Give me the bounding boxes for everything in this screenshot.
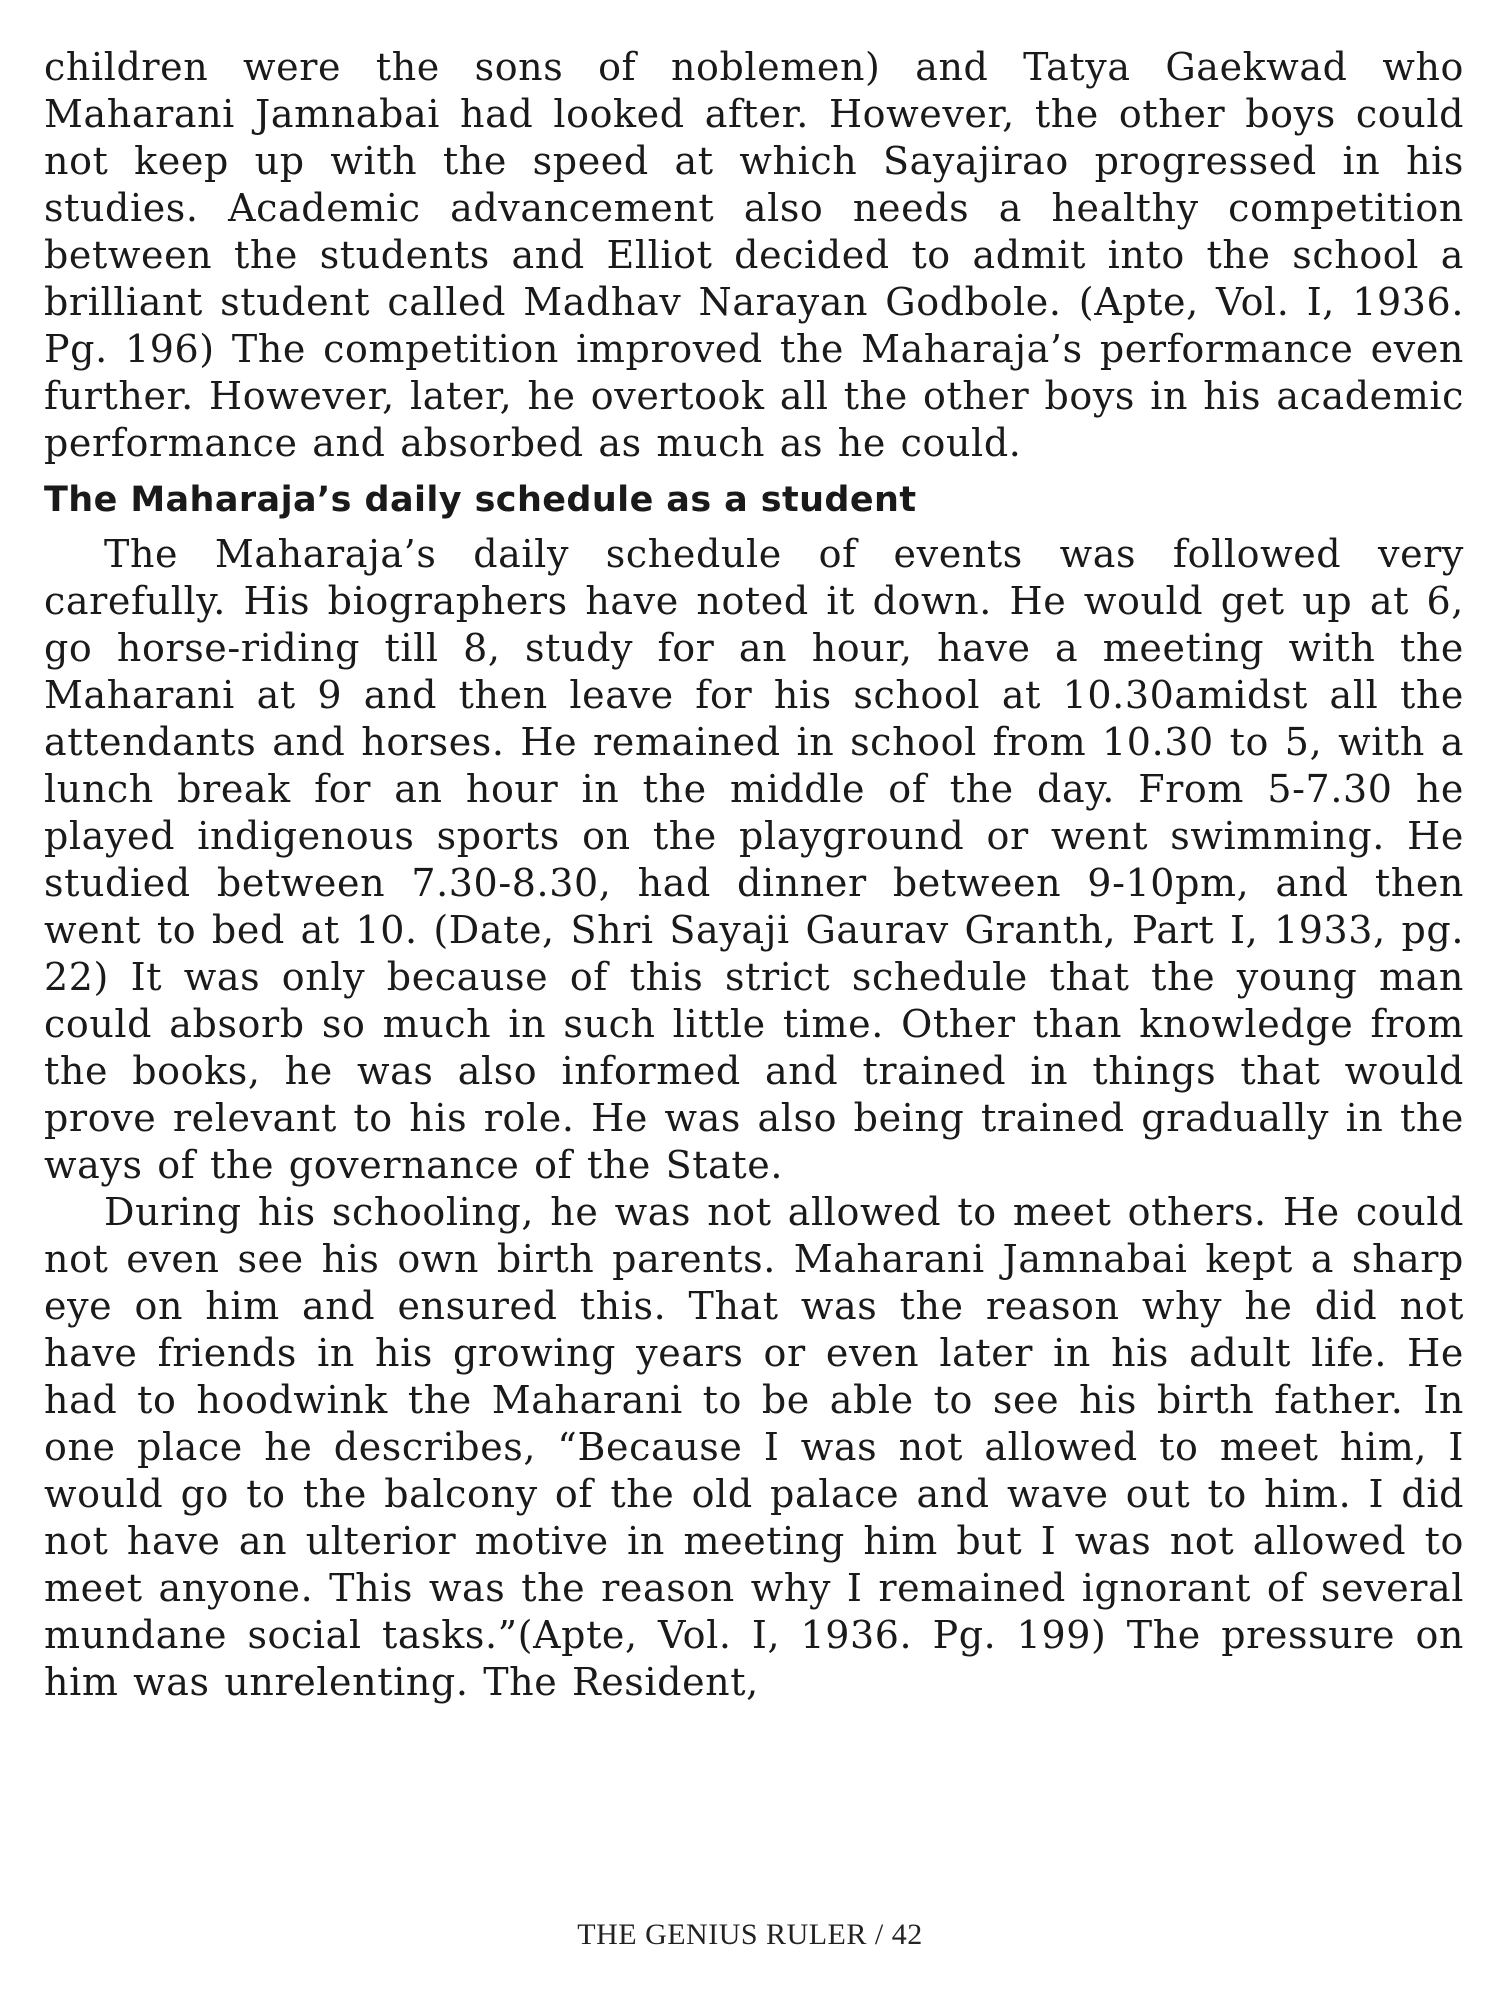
document-page bbox=[44, 44, 1464, 1984]
paragraph-schooling: During his schooling, he was not allowed to meet others. He could not even see his own birth parents. Maharani Jamnabai kept a sharp eye on him and ensured this. That was the reason why he did not have friends in his growing years or even later in his adult life. He had to hoodwink the Maharani to be able to see his birth father. In one place he describes, “Because I was not allowed to meet him, I would go to the balcony of the old palace and wave out to him. I did not have an ulterior motive in meeting him but I was not allowed to meet anyone. This was the reason why I remained ignorant of several mundane social tasks.”(Apte, Vol. I, 1936. Pg. 199) The pressure on him was unrelenting. The Resident, bbox=[44, 1190, 1464, 1704]
paragraph-daily-schedule: The Maharaja’s daily schedule of events was followed very carefully. His biographers have noted it down. He would get up at 6, go horse-riding till 8, study for an hour, have a meeting with the Maharani at 9 and then leave for his school at 10.30amidst all the attendants and horses. He remained in school from 10.30 to 5, with a lunch break for an hour in the middle of the day. From 5-7.30 he played indigenous sports on the playground or went swimming. He studied between 7.30-8.30, had dinner between 9-10pm, and then went to bed at 10. (Date, Shri Sayaji Gaurav Granth, Part I, 1933, pg. 22) It was only because of this strict schedule that the young man could absorb so much in such little time. Other than knowledge from the books, he was also informed and trained in things that would prove relevant to his role. He was also being trained gradually in the ways of the governance of the State. bbox=[44, 532, 1464, 1187]
paragraph-continuation: children were the sons of noblemen) and Tatya Gaekwad who Maharani Jamnabai had looked after. However, the other boys could not keep up with the speed at which Sayajirao progressed in his studies. Academic advancement also needs a healthy competition between the students and Elliot decided to admit into the school a brilliant student called Madhav Narayan Godbole. (Apte, Vol. I, 1936. Pg. 196) The competition improved the Maharaja’s performance even further. However, later, he overtook all the other boys in his academic performance and absorbed as much as he could. bbox=[44, 45, 1464, 465]
section-heading: The Maharaja’s daily schedule as a student bbox=[44, 480, 917, 520]
page-footer: THE GENIUS RULER / 42 bbox=[577, 1918, 923, 1951]
